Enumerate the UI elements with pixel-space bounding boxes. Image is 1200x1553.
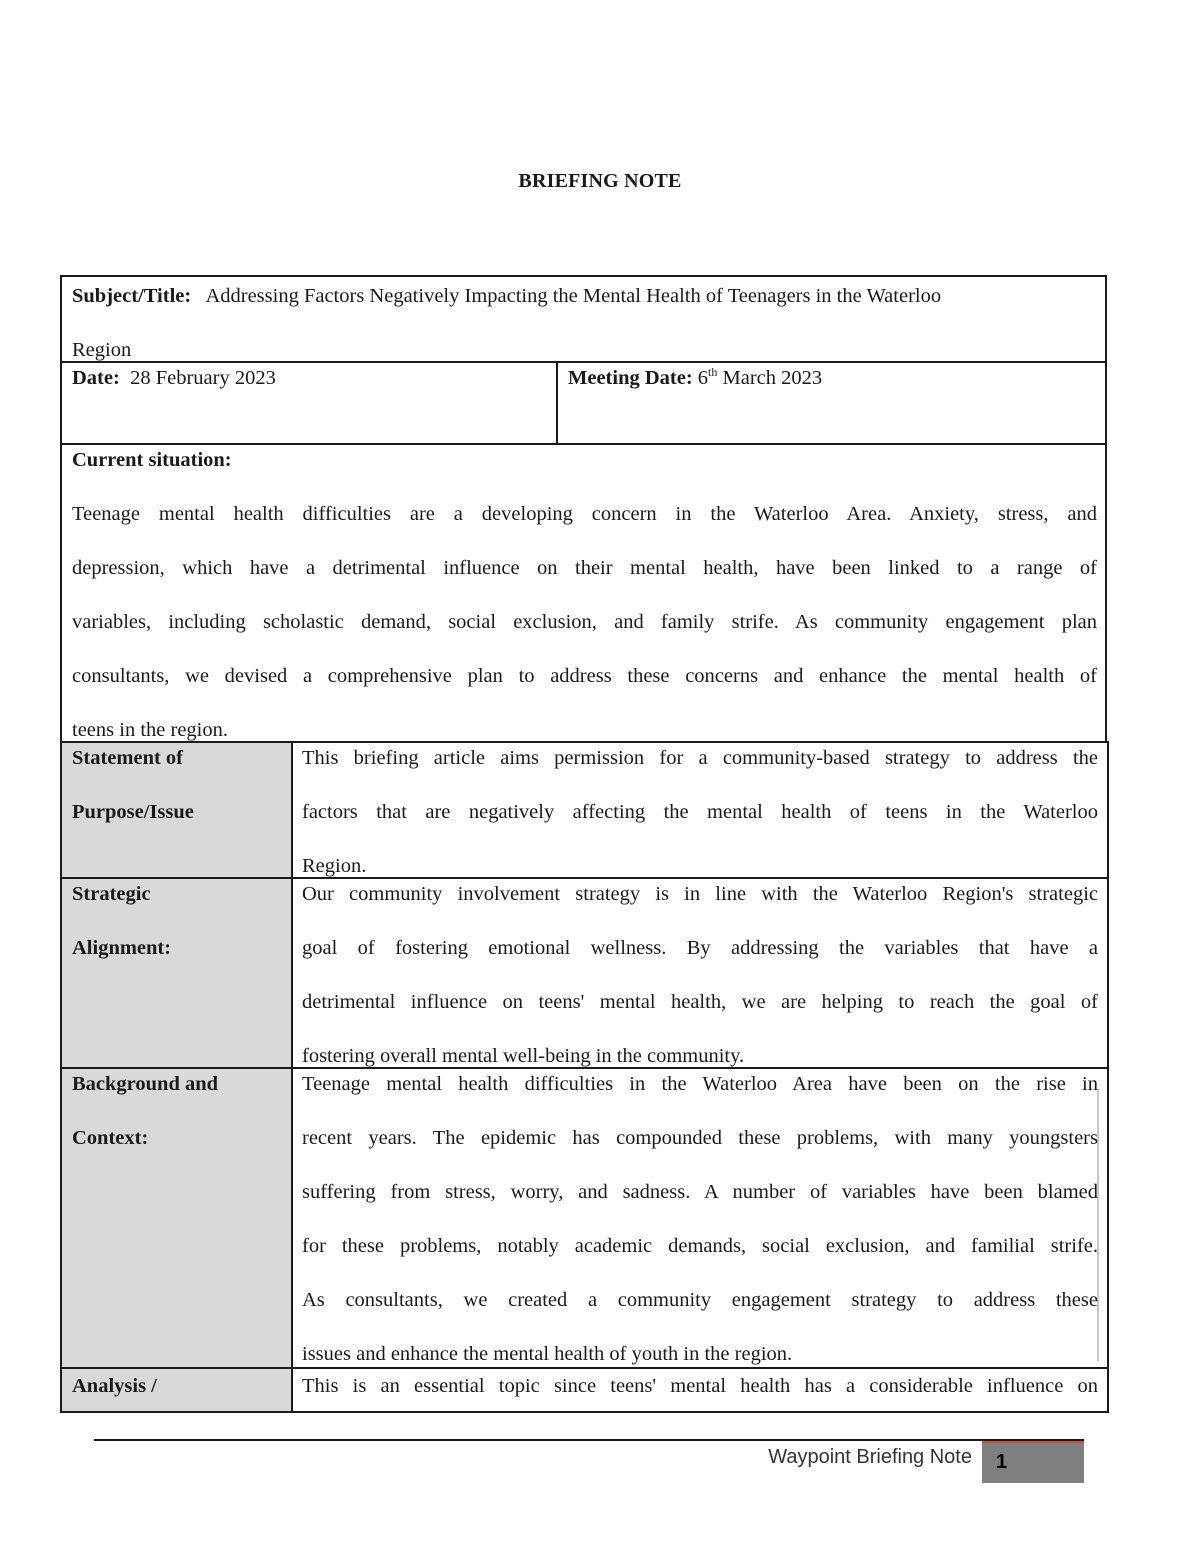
row-content-line: issues and enhance the mental health of youth in the region.: [302, 1343, 793, 1365]
subject-cell: [60, 275, 1107, 363]
row-content-line: Teenage mental health difficulties in the Waterloo Area have been on the rise in: [302, 1073, 1098, 1095]
row-label-line: Statement of: [72, 747, 184, 769]
row-content-line: detrimental influence on teens' mental health, we are helping to reach the goal of: [302, 991, 1098, 1013]
meeting-date-label: Meeting Date:: [568, 367, 693, 389]
row-label-line: Strategic: [72, 883, 151, 905]
row-content-line: goal of fostering emotional wellness. By addressing the variables that have a: [302, 937, 1098, 959]
row-content-line: This is an essential topic since teens' mental health has a considerable influence on: [302, 1375, 1098, 1397]
current-situation-line: consultants, we devised a comprehensive plan to address these concerns and enhance the mental health of: [72, 665, 1097, 687]
row-content-analysis: [291, 1367, 1109, 1413]
row-label-line: Analysis /: [72, 1375, 157, 1397]
row-label-line: Context:: [72, 1127, 149, 1149]
row-label-line: Purpose/Issue: [72, 801, 194, 823]
current-situation-line: depression, which have a detrimental influence on their mental health, have been linked to a range of: [72, 557, 1097, 579]
current-situation-line: teens in the region.: [72, 719, 228, 741]
row-content-line: Our community involvement strategy is in line with the Waterloo Region's strategic: [302, 883, 1098, 905]
row-content-alignment: [291, 877, 1109, 1069]
current-situation-line: variables, including scholastic demand, social exclusion, and family strife. As community engagement plan: [72, 611, 1097, 633]
current-situation-line: Teenage mental health difficulties are a developing concern in the Waterloo Area. Anxiety, stress, and: [72, 503, 1097, 525]
row-content-line: fostering overall mental well-being in the community.: [302, 1045, 745, 1067]
row-label-line: Background and: [72, 1073, 219, 1095]
row-label-alignment: [60, 877, 293, 1069]
footer-text: Waypoint Briefing Note: [768, 1446, 972, 1468]
row-content-line: for these problems, notably academic demands, social exclusion, and familial strife.: [302, 1235, 1098, 1257]
current-situation-cell: [60, 443, 1107, 743]
row-label-background: [60, 1067, 293, 1369]
row-content-line: suffering from stress, worry, and sadness. A number of variables have been blamed: [302, 1181, 1098, 1203]
meeting-date-cell: [556, 361, 1107, 445]
page-number: 1: [982, 1441, 1084, 1483]
date-label: Date:: [72, 367, 120, 389]
row-label-line: Alignment:: [72, 937, 172, 959]
date-value: 28 February 2023: [130, 367, 276, 389]
row-content-purpose: [291, 741, 1109, 879]
subject-label: Subject/Title:: [72, 285, 192, 307]
document-title: BRIEFING NOTE: [518, 170, 682, 192]
subject-line-2: Region: [72, 339, 132, 361]
meeting-date-rest: March 2023: [722, 367, 823, 389]
row-content-line: This briefing article aims permission for a community-based strategy to address the: [302, 747, 1098, 769]
row-content-line: recent years. The epidemic has compounded these problems, with many youngsters: [302, 1127, 1098, 1149]
current-situation-label: Current situation:: [72, 449, 232, 471]
subject-line-1: Addressing Factors Negatively Impacting the Mental Health of Teenagers in the Waterloo: [205, 285, 942, 307]
row-content-line: factors that are negatively affecting the mental health of teens in the Waterloo: [302, 801, 1098, 823]
meeting-date-suffix: th: [708, 365, 718, 380]
row-content-background: [291, 1067, 1109, 1369]
meeting-date-day: 6: [697, 367, 709, 389]
row-label-analysis: [60, 1367, 293, 1413]
row-content-line: As consultants, we created a community engagement strategy to address these: [302, 1289, 1098, 1311]
footer-rule: [94, 1439, 1084, 1441]
row-content-line: Region.: [302, 855, 367, 877]
row-label-purpose: [60, 741, 293, 879]
